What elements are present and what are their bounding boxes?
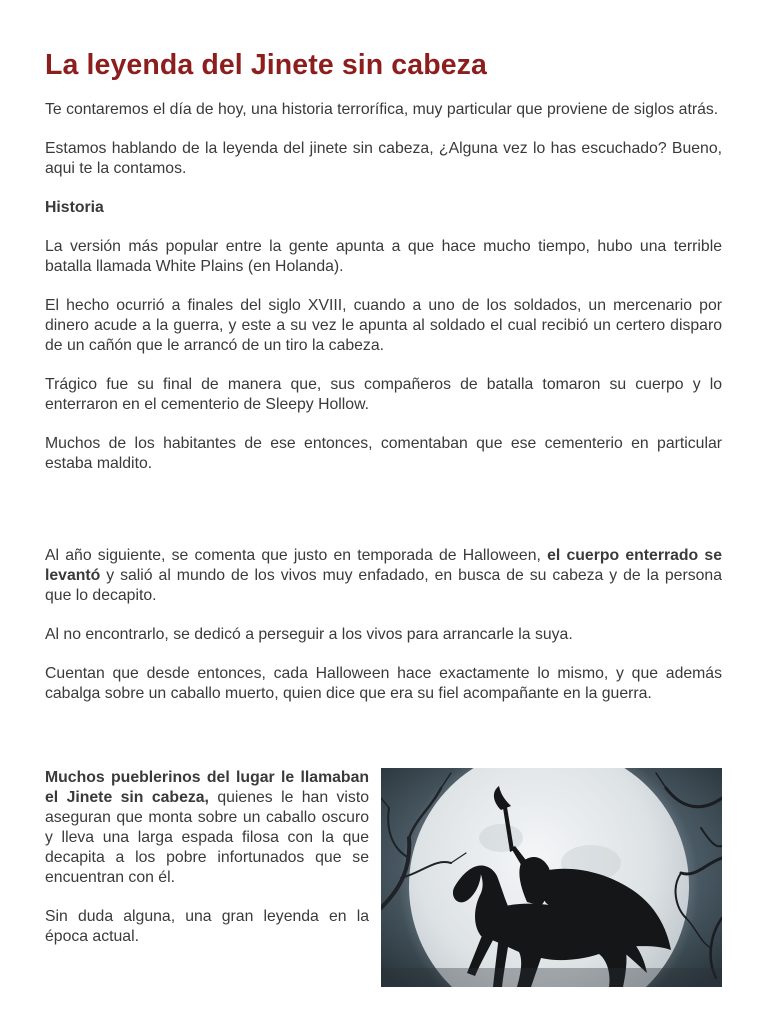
spacer (45, 493, 722, 546)
paragraph-cursed: Muchos de los habitantes de ese entonces, comentaban que ese cementerio en particular estaba maldito. (45, 435, 722, 472)
paragraph-intro: Te contaremos el día de hoy, una historia terrorífica, muy particular que proviene de siglos atrás. (45, 101, 719, 118)
paragraph-burial: Trágico fue su final de manera que, sus compañeros de batalla tomaron su cuerpo y lo enterraron en el cementerio de Sleepy Hollow. (45, 376, 722, 413)
paragraph-conclusion: Sin duda alguna, una gran leyenda en la época actual. (45, 908, 369, 945)
bottom-section (45, 768, 722, 988)
paragraph-battle: La versión más popular entre la gente apunta a que hace mucho tiempo, hubo una terrible batalla llamada White Plains (en Holanda). (45, 238, 722, 275)
headless-horseman-illustration (381, 768, 722, 987)
paragraph-pursuit: Al no encontrarlo, se dedicó a perseguir a los vivos para arrancarle la suya. (45, 626, 573, 643)
paragraph-villagers-bold: Muchos pueblerinos del lugar le llamaban el Jinete sin cabeza, (45, 769, 369, 806)
side-text-column (45, 768, 369, 966)
paragraph-villagers (45, 768, 369, 888)
paragraph-question: Estamos hablando de la leyenda del jinete sin cabeza, ¿Alguna vez lo has escuchado? Bueno, aqui te la contamos. (45, 140, 722, 177)
paragraph-soldier: El hecho ocurrió a finales del siglo XVIII, cuando a uno de los soldados, un mercenario por dinero acude a la guerra, y este a su vez le apunta al soldado el cual recibió un certero disparo de un cañón que le arrancó de un tiro la cabeza. (45, 297, 722, 354)
document-content (45, 46, 722, 988)
page-title: La leyenda del Jinete sin cabeza (45, 49, 487, 81)
paragraph-rising-bold: el cuerpo enterrado se levantó (45, 547, 722, 584)
paragraph-villagers-rest: quienes le han visto aseguran que monta sobre un caballo oscuro y lleva una larga espada filosa con la que decapita a los pobre infortunados que se encuentran con él. (45, 789, 369, 886)
spacer (45, 723, 722, 768)
paragraph-rising (45, 546, 722, 606)
paragraph-rising-start: Al año siguiente, se comenta que justo en temporada de Halloween, (45, 547, 548, 564)
paragraph-halloween: Cuentan que desde entonces, cada Halloween hace exactamente lo mismo, y que además cabalga sobre un caballo muerto, quien dice que era su fiel acompañante en la guerra. (45, 665, 722, 702)
headless-horseman-image (381, 768, 722, 987)
section-heading-historia: Historia (45, 199, 104, 216)
paragraph-rising-end: y salió al mundo de los vivos muy enfadado, en busca de su cabeza y de la persona que lo decapito. (45, 567, 722, 604)
